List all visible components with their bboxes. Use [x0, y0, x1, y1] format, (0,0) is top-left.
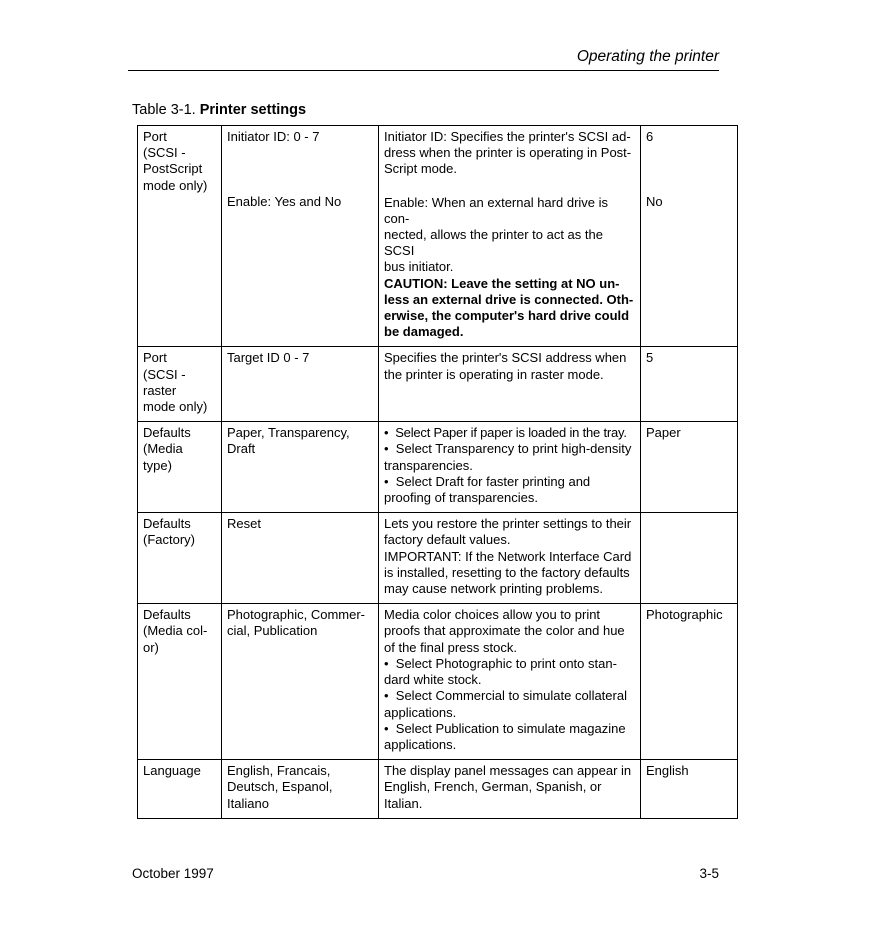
- menu-line: PostScript: [143, 161, 203, 177]
- caution-line: erwise, the computer's hard drive could: [384, 308, 630, 324]
- header-rule: [128, 70, 719, 71]
- description-line: transparencies.: [384, 457, 473, 473]
- menu-line: Port: [143, 129, 167, 144]
- menu-cell: [138, 126, 222, 347]
- description-cell: [379, 513, 641, 604]
- bullet-line: • Select Paper if paper is loaded in the tray.: [384, 425, 635, 441]
- default-value: Photographic: [646, 607, 723, 623]
- description-line: Media color choices allow you to print: [384, 607, 601, 623]
- bullet-line: • Select Commercial to simulate collateral: [384, 688, 635, 704]
- default-value: Paper: [646, 425, 681, 441]
- menu-line: Language: [143, 763, 201, 779]
- description-line: Initiator ID: Specifies the printer's SCSI ad-: [384, 129, 631, 144]
- description-line: applications.: [384, 736, 457, 752]
- description-line: bus initiator.: [384, 259, 454, 275]
- description-line: Script mode.: [384, 161, 457, 177]
- bullet-line: • Select Draft for faster printing and: [384, 474, 635, 490]
- default-value: 6: [646, 129, 654, 144]
- table-caption: [132, 102, 306, 118]
- description-cell: [379, 126, 641, 347]
- caution-line: less an external drive is connected. Oth-: [384, 291, 634, 307]
- menu-cell: [138, 760, 222, 819]
- menu-line: (SCSI -: [143, 145, 186, 161]
- menu-line: mode only): [143, 399, 208, 415]
- menu-cell: [138, 422, 222, 513]
- table-row: [138, 760, 738, 819]
- choices-cell: [222, 760, 379, 819]
- choices-cell: [222, 604, 379, 760]
- description-line: may cause network printing problems.: [384, 581, 603, 597]
- description-line: English, French, German, Spanish, or: [384, 779, 602, 795]
- choices-text: Enable: Yes and No: [227, 194, 342, 210]
- menu-line: or): [143, 639, 159, 655]
- menu-line: (Factory): [143, 532, 195, 548]
- description-line: IMPORTANT: If the Network Interface Card: [384, 548, 632, 564]
- footer-date: October 1997: [132, 866, 214, 881]
- description-line: applications.: [384, 704, 457, 720]
- bullet-line: • Select Transparency to print high-density: [384, 441, 635, 457]
- table-caption-prefix: Table 3-1.: [132, 102, 196, 118]
- menu-line: raster: [143, 382, 177, 398]
- default-cell: [641, 760, 738, 819]
- choices-text: Reset: [227, 516, 261, 532]
- running-head: Operating the printer: [576, 48, 719, 65]
- menu-line: type): [143, 457, 172, 473]
- choices-line: Draft: [227, 441, 256, 457]
- default-cell: [641, 422, 738, 513]
- choices-line: English, Francais,: [227, 763, 331, 779]
- description-line: of the final press stock.: [384, 639, 517, 655]
- choices-text: Initiator ID: 0 - 7: [227, 129, 320, 144]
- default-value: No: [646, 194, 663, 210]
- description-cell: [379, 604, 641, 760]
- default-value: 5: [646, 350, 654, 366]
- choices-line: Deutsch, Espanol,: [227, 779, 333, 795]
- bullet-line: • Select Photographic to print onto stan-: [384, 656, 635, 672]
- choices-line: Paper, Transparency,: [227, 425, 350, 441]
- default-cell: [641, 604, 738, 760]
- choices-text: Target ID 0 - 7: [227, 350, 310, 366]
- description-line: Italian.: [384, 795, 423, 811]
- description-cell: [379, 760, 641, 819]
- choices-line: Italiano: [227, 795, 269, 811]
- description-line: Lets you restore the printer settings to their: [384, 516, 632, 532]
- description-line: dard white stock.: [384, 672, 482, 688]
- choices-line: Photographic, Commer-: [227, 607, 365, 623]
- description-line: the printer is operating in raster mode.: [384, 366, 604, 382]
- description-line: factory default values.: [384, 532, 511, 548]
- table-row: [138, 513, 738, 604]
- table-row: [138, 604, 738, 760]
- menu-line: (SCSI -: [143, 366, 186, 382]
- description-line: The display panel messages can appear in: [384, 763, 632, 779]
- default-cell: [641, 513, 738, 604]
- menu-line: (Media col-: [143, 623, 208, 639]
- choices-cell: [222, 513, 379, 604]
- printer-settings-table: [137, 125, 738, 819]
- default-cell: [641, 126, 738, 347]
- menu-line: Defaults: [143, 516, 191, 532]
- bullet-line: • Select Publication to simulate magazine: [384, 721, 635, 737]
- default-cell: [641, 347, 738, 422]
- description-line: proofing of transparencies.: [384, 490, 538, 506]
- table-row: [138, 347, 738, 422]
- description-line: is installed, resetting to the factory defaults: [384, 564, 630, 580]
- choices-cell: [222, 422, 379, 513]
- choices-cell: [222, 126, 379, 347]
- table-row: [138, 126, 738, 347]
- menu-cell: [138, 604, 222, 760]
- menu-cell: [138, 347, 222, 422]
- description-line: nected, allows the printer to act as the SCSI: [384, 227, 603, 259]
- table-row: [138, 422, 738, 513]
- menu-line: mode only): [143, 177, 208, 193]
- menu-line: Defaults: [143, 425, 191, 441]
- menu-line: Port: [143, 350, 167, 366]
- table-caption-title: Printer settings: [199, 102, 307, 118]
- description-line: Specifies the printer's SCSI address when: [384, 350, 627, 366]
- description-line: Enable: When an external hard drive is con-: [384, 194, 609, 226]
- caution-line: CAUTION: Leave the setting at NO un-: [384, 275, 620, 291]
- default-value: English: [646, 763, 689, 779]
- description-cell: [379, 422, 641, 513]
- choices-line: cial, Publication: [227, 623, 318, 639]
- menu-line: Defaults: [143, 607, 191, 623]
- menu-cell: [138, 513, 222, 604]
- menu-line: (Media: [143, 441, 183, 457]
- description-cell: [379, 347, 641, 422]
- page-number: 3-5: [699, 866, 719, 881]
- description-line: proofs that approximate the color and hue: [384, 623, 625, 639]
- description-line: dress when the printer is operating in Post-: [384, 145, 632, 161]
- caution-line: be damaged.: [384, 324, 464, 340]
- choices-cell: [222, 347, 379, 422]
